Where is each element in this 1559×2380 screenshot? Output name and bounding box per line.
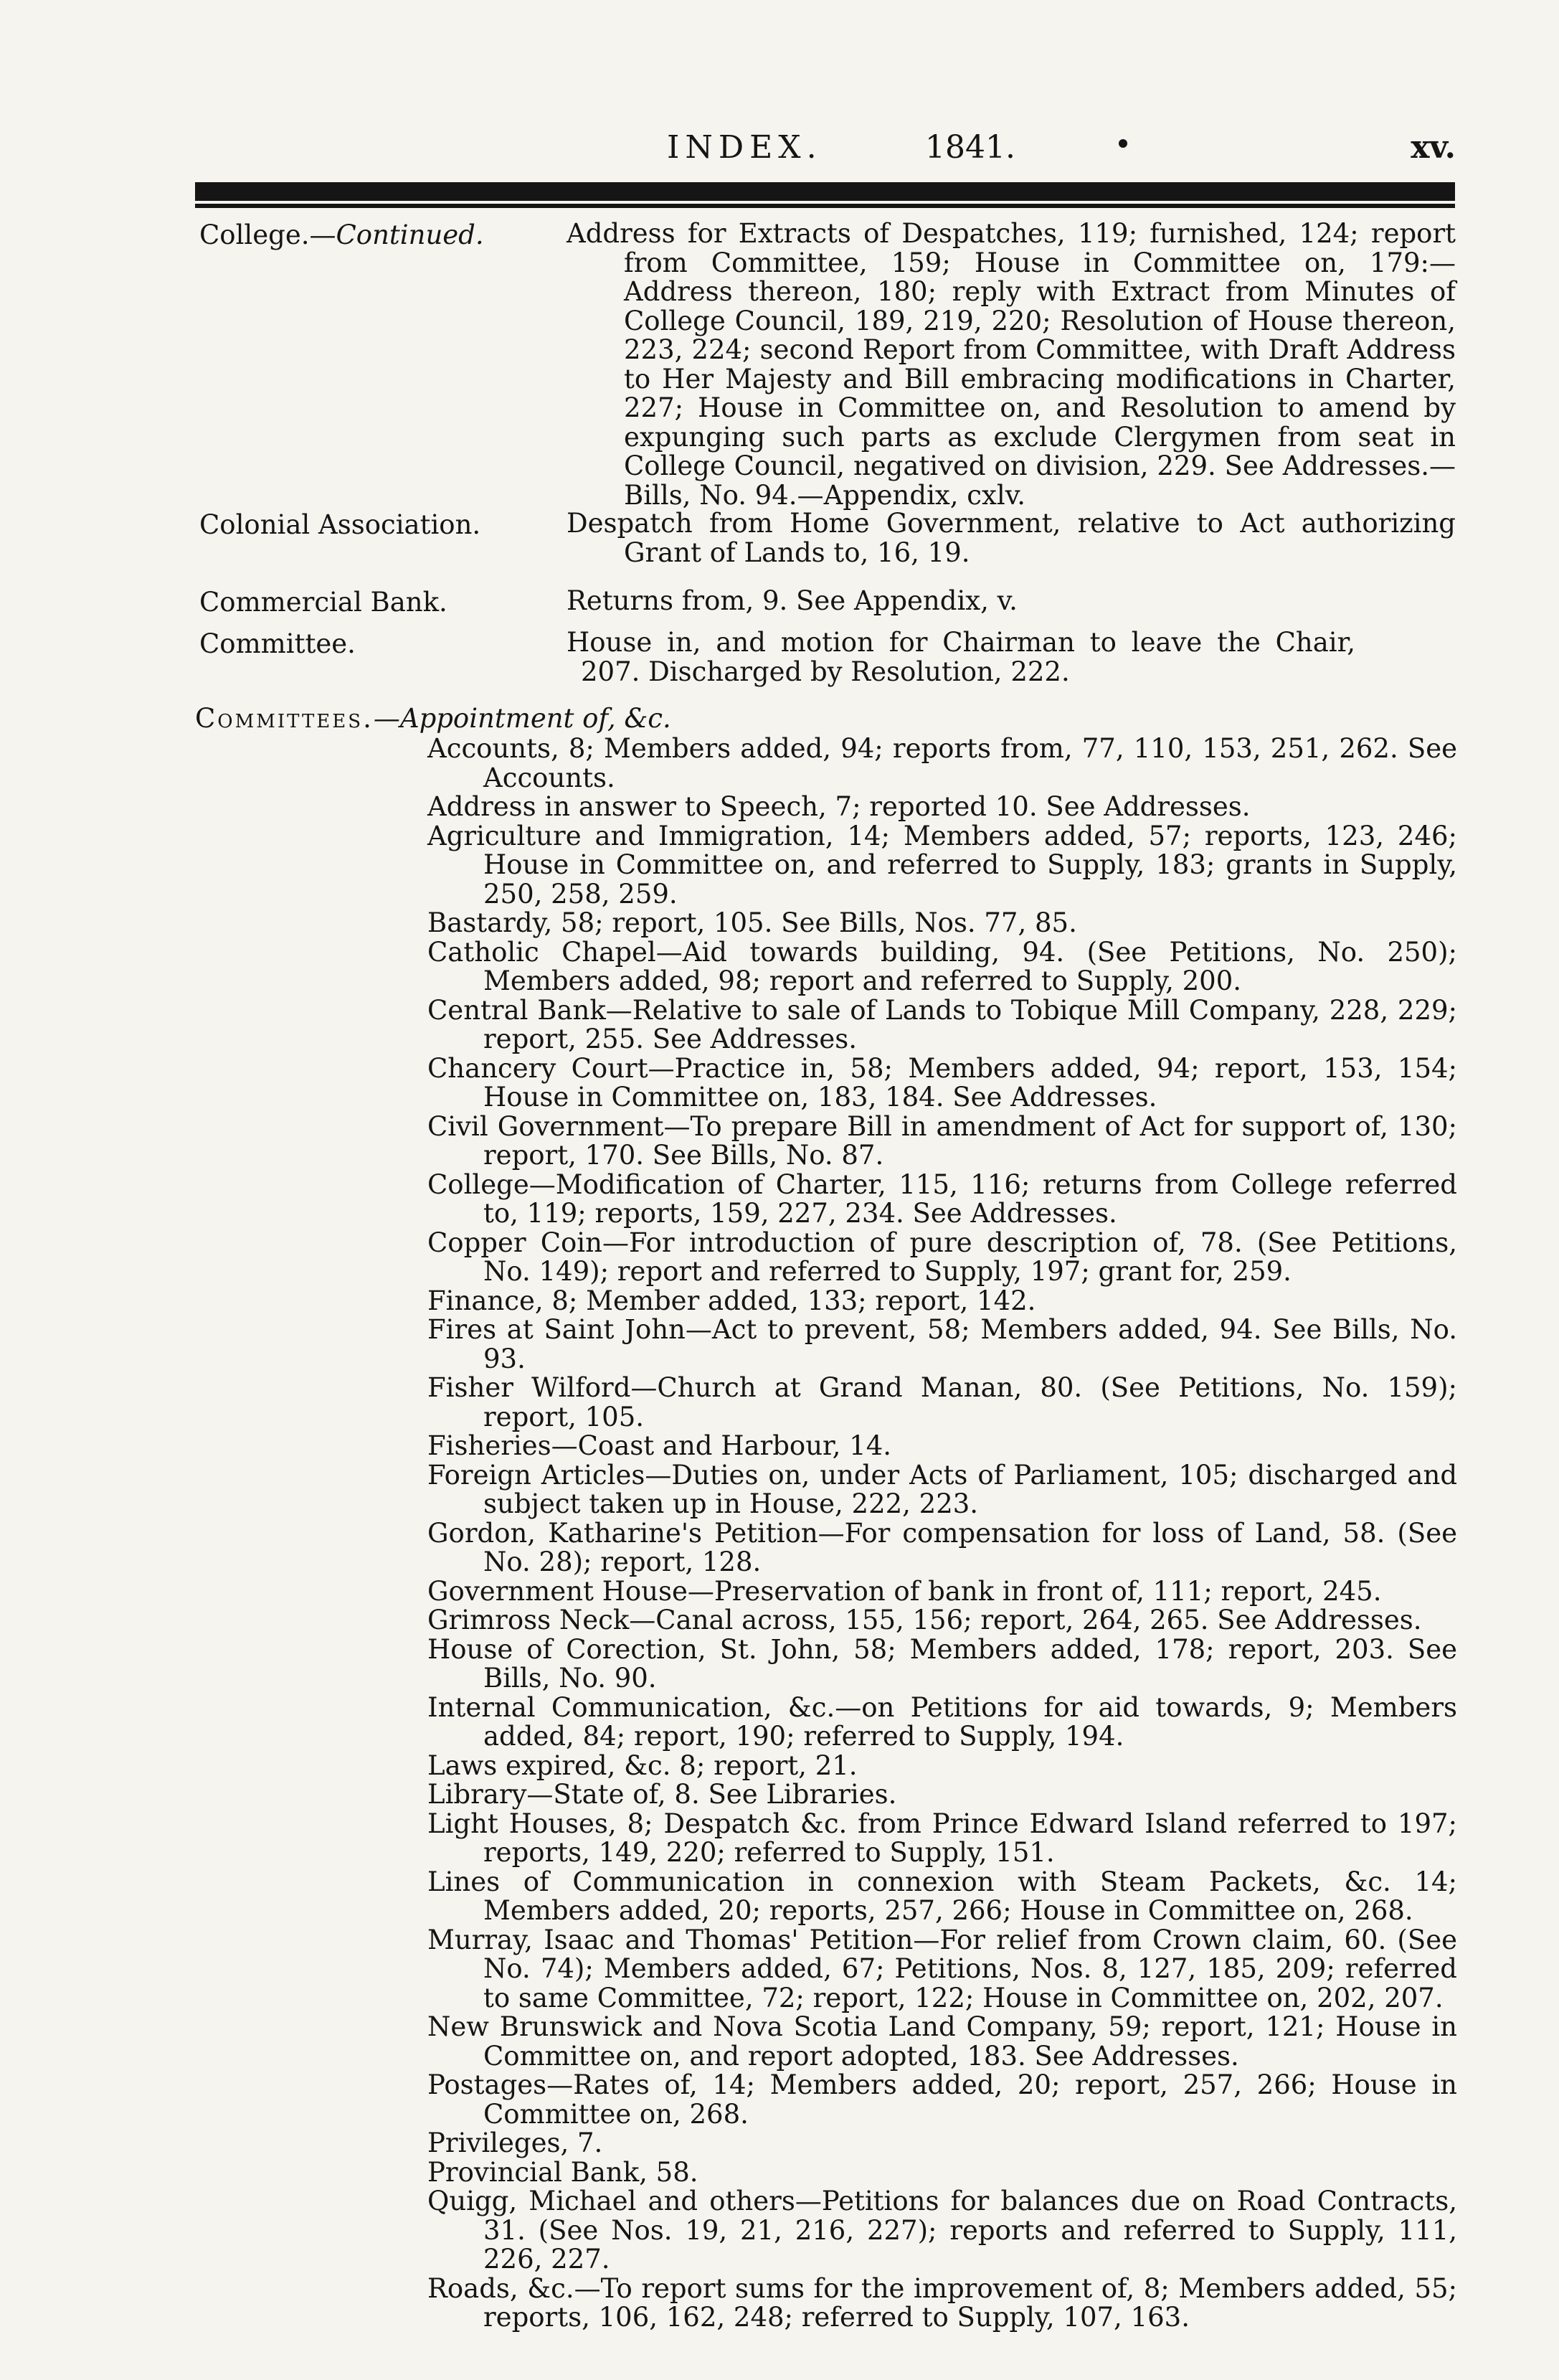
committee-list-item: Fisher Wilford—Church at Grand Manan, 80. (See Petitions, No. 159); report, 105.	[427, 1372, 1457, 1432]
header-rule-thin	[195, 204, 1455, 208]
committee-list-item: Grimross Neck—Canal across, 155, 156; report, 264, 265. See Addresses.	[427, 1605, 1422, 1635]
header-rule-thick	[195, 182, 1455, 201]
entry-term-text: Colonial Association.	[199, 509, 481, 540]
committee-list-item: Internal Communication, &c.—on Petitions for aid towards, 9; Members added, 84; report, 190; referred to Supply, 194.	[427, 1691, 1457, 1752]
committees-heading	[195, 703, 671, 734]
entry-body-text: Address for Extracts of Despatches, 119; furnished, 124; report from Committee, 159; House in Committee on, 179:—Address thereon, 180; reply with Extract from Minutes of College Council, 189, 219, 220; Resolution of House thereon, 223, 224; second Report from Committee, with Draft Address to Her Majesty and Bill embracing modifications in Charter, 227; House in Committee on, and Resolution to amend by expunging such parts as exclude Clergymen from seat in College Council, negatived on division, 229. See Addresses.—Bills, No. 94.—Appendix, cxlv.	[567, 218, 1456, 511]
entry-term-text: Commercial Bank.	[199, 587, 447, 618]
entry-body-college	[567, 219, 1456, 510]
committee-list-item: Agriculture and Immigration, 14; Members added, 57; reports, 123, 246; House in Committee on, and referred to Supply, 183; grants in Supply, 250, 258, 259.	[427, 820, 1457, 910]
committee-list-item: Gordon, Katharine's Petition—For compensation for loss of Land, 58. (See No. 28); report, 128.	[427, 1517, 1457, 1577]
committee-list-item: Roads, &c.—To report sums for the improvement of, 8; Members added, 55; reports, 106, 162, 248; referred to Supply, 107, 163.	[427, 2272, 1457, 2333]
committee-list-item: House of Corection, St. John, 58; Members added, 178; report, 203. See Bills, No. 90.	[427, 1633, 1457, 1694]
entry-body-text: Despatch from Home Government, relative to Act authorizing Grant of Lands to, 16, 19.	[567, 508, 1456, 568]
committee-list-item: College—Modification of Charter, 115, 116; returns from College referred to, 119; reports, 159, 227, 234. See Addresses.	[427, 1168, 1457, 1229]
header-ornament-dot	[1119, 139, 1127, 148]
entry-term-text: Committee.	[199, 628, 356, 659]
entry-body-text: House in, and motion for Chairman to leave the Chair, 207. Discharged by Resolution, 222.	[567, 627, 1355, 687]
committees-heading-italic: —Appointment of, &c.	[373, 703, 671, 734]
committee-list-item: New Brunswick and Nova Scotia Land Company, 59; report, 121; House in Committee on, and report adopted, 183. See Addresses.	[427, 2011, 1457, 2072]
committee-list-item: Provincial Bank, 58.	[427, 2156, 698, 2188]
committee-list-item: Government House—Preservation of bank in front of, 111; report, 245.	[427, 1575, 1382, 1607]
committees-heading-text: Committees.	[195, 703, 374, 734]
committee-list-item: Library—State of, 8. See Libraries.	[427, 1779, 897, 1810]
committee-list-item: Light Houses, 8; Despatch &c. from Prince Edward Island referred to 197; reports, 149, 220; referred to Supply, 151.	[427, 1808, 1457, 1868]
committee-list-item: Central Bank—Relative to sale of Lands to Tobique Mill Company, 228, 229; report, 255. See Addresses.	[427, 994, 1457, 1054]
header-page-number: xv.	[1411, 129, 1456, 166]
committee-list-item: Lines of Communication in connexion with Steam Packets, &c. 14; Members added, 20; reports, 257, 266; House in Committee on, 268.	[427, 1866, 1457, 1926]
entry-term-committee	[199, 628, 356, 659]
committee-list-item: Fisheries—Coast and Harbour, 14.	[427, 1430, 892, 1461]
committee-list-item: Quigg, Michael and others—Petitions for balances due on Road Contracts, 31. (See Nos. 19, 21, 216, 227); reports and referred to Supply, 111, 226, 227.	[427, 2186, 1457, 2275]
committee-list-item: Murray, Isaac and Thomas' Petition—For relief from Crown claim, 60. (See No. 74); Members added, 67; Petitions, Nos. 8, 127, 185, 209; referred to same Committee, 72; report, 122; House in Committee on, 202, 207.	[427, 1924, 1457, 2013]
entry-term-commercial-bank	[199, 587, 447, 618]
committee-list-item: Privileges, 7.	[427, 2128, 603, 2158]
entry-term-colonial-association	[199, 509, 480, 540]
committee-list-item: Foreign Articles—Duties on, under Acts of Parliament, 105; discharged and subject taken up in House, 222, 223.	[427, 1459, 1457, 1519]
committee-list-item: Fires at Saint John—Act to prevent, 58; Members added, 94. See Bills, No. 93.	[427, 1314, 1457, 1374]
committee-list-item: Chancery Court—Practice in, 58; Members added, 94; report, 153, 154; House in Committee on, 183, 184. See Addresses.	[427, 1052, 1457, 1113]
entry-body-commercial-bank	[567, 587, 1456, 616]
committee-list-item: Accounts, 8; Members added, 94; reports from, 77, 110, 153, 251, 262. See Accounts.	[427, 733, 1457, 793]
committee-list-item: Address in answer to Speech, 7; reported 10. See Addresses.	[427, 791, 1251, 822]
committee-list-item: Copper Coin—For introduction of pure description of, 78. (See Petitions, No. 149); report and referred to Supply, 197; grant for, 259.	[427, 1227, 1457, 1287]
committee-list-item: Bastardy, 58; report, 105. See Bills, Nos. 77, 85.	[427, 907, 1077, 938]
entry-body-colonial-association	[567, 509, 1456, 567]
committee-list-item: Postages—Rates of, 14; Members added, 20; report, 257, 266; House in Committee on, 268.	[427, 2069, 1457, 2130]
committee-list-item: Laws expired, &c. 8; report, 21.	[427, 1749, 858, 1781]
entry-term-college	[199, 219, 484, 250]
header-year: 1841.	[925, 129, 1015, 166]
committee-list-item: Finance, 8; Member added, 133; report, 142.	[427, 1285, 1036, 1316]
committee-list-item: Catholic Chapel—Aid towards building, 94. (See Petitions, No. 250); Members added, 98; report and referred to Supply, 200.	[427, 936, 1457, 996]
entry-term-text: College.—	[199, 219, 336, 250]
committees-list	[427, 735, 1457, 2333]
header-title: INDEX.	[667, 129, 823, 166]
committee-list-item: Civil Government—To prepare Bill in amendment of Act for support of, 130; report, 170. See Bills, No. 87.	[427, 1110, 1457, 1171]
entry-body-committee	[567, 628, 1355, 686]
entry-body-text: Returns from, 9. See Appendix, v.	[567, 585, 1018, 616]
entry-term-italic: Continued.	[336, 219, 484, 250]
page-header	[194, 129, 1456, 172]
